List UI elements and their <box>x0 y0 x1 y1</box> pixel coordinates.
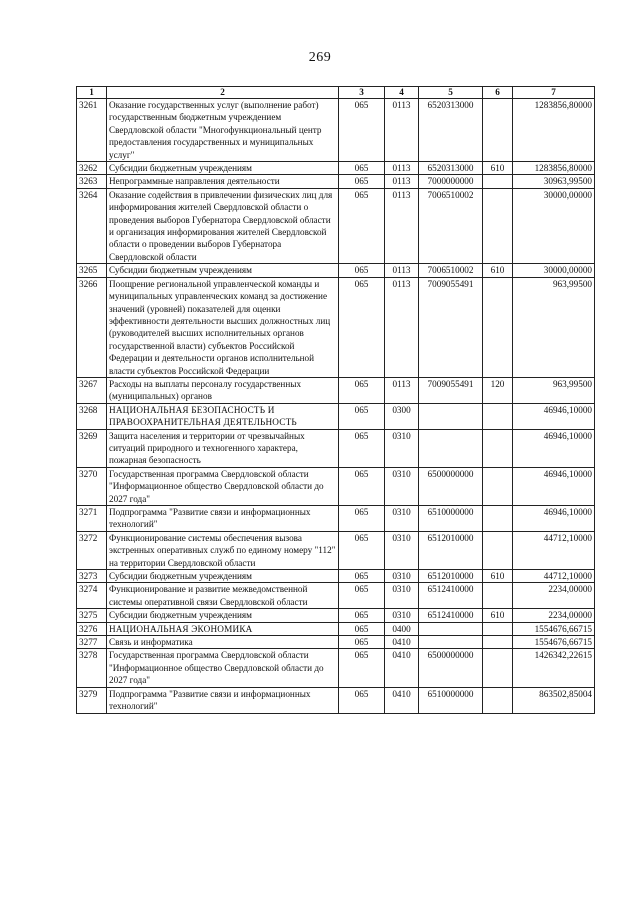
row-name: Государственная программа Свердловской области "Информационное общество Свердловской области до 2027 года" <box>107 649 339 687</box>
row-name: НАЦИОНАЛЬНАЯ ЭКОНОМИКА <box>107 622 339 635</box>
row-number: 3264 <box>77 188 107 263</box>
target-article-code <box>419 636 483 649</box>
row-name: Государственная программа Свердловской области "Информационное общество Свердловской области до 2027 года" <box>107 467 339 505</box>
expense-type-code <box>483 188 513 263</box>
ministry-code: 065 <box>339 506 385 532</box>
ministry-code: 065 <box>339 377 385 403</box>
expense-type-code <box>483 583 513 609</box>
row-name: Функционирование и развитие межведомственной системы оперативной связи Свердловской области <box>107 583 339 609</box>
column-header-2: 2 <box>107 87 339 99</box>
target-article-code: 6512010000 <box>419 570 483 583</box>
section-code: 0310 <box>385 429 419 467</box>
section-code: 0113 <box>385 99 419 162</box>
ministry-code: 065 <box>339 188 385 263</box>
expense-type-code <box>483 403 513 429</box>
expense-type-code <box>483 687 513 713</box>
page-number: 269 <box>308 50 332 65</box>
row-number: 3263 <box>77 175 107 188</box>
section-code: 0310 <box>385 570 419 583</box>
section-code: 0410 <box>385 636 419 649</box>
section-code: 0310 <box>385 467 419 505</box>
column-header-5: 5 <box>419 87 483 99</box>
table-row <box>77 264 595 277</box>
column-header-7: 7 <box>513 87 595 99</box>
table-row <box>77 609 595 622</box>
ministry-code: 065 <box>339 175 385 188</box>
ministry-code: 065 <box>339 687 385 713</box>
table-row <box>77 636 595 649</box>
expense-type-code <box>483 99 513 162</box>
row-number: 3271 <box>77 506 107 532</box>
row-name: Субсидии бюджетным учреждениям <box>107 609 339 622</box>
target-article-code: 6500000000 <box>419 649 483 687</box>
target-article-code: 6520313000 <box>419 162 483 175</box>
ministry-code: 065 <box>339 531 385 569</box>
row-number: 3266 <box>77 277 107 377</box>
row-name: НАЦИОНАЛЬНАЯ БЕЗОПАСНОСТЬ И ПРАВООХРАНИТЕЛЬНАЯ ДЕЯТЕЛЬНОСТЬ <box>107 403 339 429</box>
table-row <box>77 687 595 713</box>
target-article-code: 6510000000 <box>419 687 483 713</box>
expense-type-code <box>483 175 513 188</box>
row-amount: 1283856,80000 <box>513 99 595 162</box>
target-article-code: 6520313000 <box>419 99 483 162</box>
row-amount: 2234,00000 <box>513 583 595 609</box>
row-amount: 46946,10000 <box>513 467 595 505</box>
row-amount: 44712,10000 <box>513 531 595 569</box>
row-name: Функционирование системы обеспечения вызова экстренных оперативных служб по единому номеру "112" на территории Свердловской области <box>107 531 339 569</box>
expense-type-code <box>483 506 513 532</box>
ministry-code: 065 <box>339 570 385 583</box>
section-code: 0400 <box>385 622 419 635</box>
table-row <box>77 467 595 505</box>
section-code: 0113 <box>385 377 419 403</box>
row-name: Подпрограмма "Развитие связи и информационных технологий" <box>107 687 339 713</box>
expense-type-code: 610 <box>483 609 513 622</box>
table-row <box>77 277 595 377</box>
row-name: Подпрограмма "Развитие связи и информационных технологий" <box>107 506 339 532</box>
row-amount: 1554676,66715 <box>513 636 595 649</box>
row-amount: 1426342,22615 <box>513 649 595 687</box>
expense-type-code <box>483 467 513 505</box>
row-name: Поощрение региональной управленческой команды и муниципальных управленческих команд за достижение значений (уровней) показателей для оценки эффективности деятельности высших должностных лиц (руководителей высших исполнительных органов государственной власти) субъектов Российской Федерации и деятельности органов исполнительной власти субъектов Российской Федерации <box>107 277 339 377</box>
target-article-code: 7006510002 <box>419 188 483 263</box>
section-code: 0113 <box>385 175 419 188</box>
ministry-code: 065 <box>339 162 385 175</box>
row-number: 3279 <box>77 687 107 713</box>
row-name: Оказание содействия в привлечении физических лиц для информирования жителей Свердловской области о проведения выборов Губернатора Свердловской области и организация информирования жителей Свердловской области о проведении выборов Губернатора Свердловской области <box>107 188 339 263</box>
row-name: Субсидии бюджетным учреждениям <box>107 570 339 583</box>
table-row <box>77 622 595 635</box>
target-article-code <box>419 403 483 429</box>
row-amount: 46946,10000 <box>513 429 595 467</box>
table-row <box>77 583 595 609</box>
table-row <box>77 403 595 429</box>
header-row <box>77 87 595 99</box>
row-amount: 1554676,66715 <box>513 622 595 635</box>
row-number: 3267 <box>77 377 107 403</box>
section-code: 0310 <box>385 531 419 569</box>
expense-type-code <box>483 277 513 377</box>
row-amount: 963,99500 <box>513 377 595 403</box>
target-article-code <box>419 429 483 467</box>
section-code: 0113 <box>385 162 419 175</box>
ministry-code: 065 <box>339 99 385 162</box>
ministry-code: 065 <box>339 636 385 649</box>
target-article-code: 7000000000 <box>419 175 483 188</box>
table-row <box>77 99 595 162</box>
row-number: 3274 <box>77 583 107 609</box>
ministry-code: 065 <box>339 622 385 635</box>
expense-type-code <box>483 649 513 687</box>
row-amount: 963,99500 <box>513 277 595 377</box>
row-name: Связь и информатика <box>107 636 339 649</box>
row-name: Расходы на выплаты персоналу государственных (муниципальных) органов <box>107 377 339 403</box>
row-number: 3265 <box>77 264 107 277</box>
target-article-code <box>419 622 483 635</box>
row-name: Субсидии бюджетным учреждениям <box>107 264 339 277</box>
row-amount: 46946,10000 <box>513 403 595 429</box>
row-amount: 30000,00000 <box>513 188 595 263</box>
row-number: 3276 <box>77 622 107 635</box>
table-row <box>77 506 595 532</box>
target-article-code: 6512410000 <box>419 583 483 609</box>
row-number: 3261 <box>77 99 107 162</box>
expense-type-code <box>483 429 513 467</box>
ministry-code: 065 <box>339 467 385 505</box>
column-header-6: 6 <box>483 87 513 99</box>
target-article-code: 7006510002 <box>419 264 483 277</box>
column-header-4: 4 <box>385 87 419 99</box>
ministry-code: 065 <box>339 277 385 377</box>
row-amount: 46946,10000 <box>513 506 595 532</box>
table-row <box>77 429 595 467</box>
expense-type-code <box>483 531 513 569</box>
section-code: 0410 <box>385 649 419 687</box>
target-article-code: 6512010000 <box>419 531 483 569</box>
row-number: 3262 <box>77 162 107 175</box>
ministry-code: 065 <box>339 583 385 609</box>
row-amount: 30963,99500 <box>513 175 595 188</box>
expense-type-code: 610 <box>483 162 513 175</box>
column-header-3: 3 <box>339 87 385 99</box>
table-row <box>77 531 595 569</box>
ministry-code: 065 <box>339 403 385 429</box>
column-header-1: 1 <box>77 87 107 99</box>
row-number: 3278 <box>77 649 107 687</box>
row-number: 3273 <box>77 570 107 583</box>
table-row <box>77 175 595 188</box>
table-row <box>77 162 595 175</box>
row-amount: 30000,00000 <box>513 264 595 277</box>
ministry-code: 065 <box>339 264 385 277</box>
section-code: 0410 <box>385 687 419 713</box>
row-name: Непрограммные направления деятельности <box>107 175 339 188</box>
row-amount: 863502,85004 <box>513 687 595 713</box>
expense-type-code: 120 <box>483 377 513 403</box>
row-number: 3268 <box>77 403 107 429</box>
target-article-code: 6512410000 <box>419 609 483 622</box>
section-code: 0310 <box>385 506 419 532</box>
table-row <box>77 649 595 687</box>
row-amount: 44712,10000 <box>513 570 595 583</box>
expense-type-code: 610 <box>483 264 513 277</box>
section-code: 0300 <box>385 403 419 429</box>
ministry-code: 065 <box>339 609 385 622</box>
row-number: 3272 <box>77 531 107 569</box>
row-amount: 1283856,80000 <box>513 162 595 175</box>
expense-type-code <box>483 636 513 649</box>
table-header <box>77 87 595 99</box>
table-row <box>77 188 595 263</box>
target-article-code: 7009055491 <box>419 377 483 403</box>
target-article-code: 6510000000 <box>419 506 483 532</box>
expense-type-code <box>483 622 513 635</box>
row-name: Оказание государственных услуг (выполнение работ) государственным бюджетным учреждением Свердловской области "Многофункциональный центр предоставления государственных и муниципальных услуг" <box>107 99 339 162</box>
budget-table <box>76 86 595 714</box>
table-body <box>77 99 595 714</box>
ministry-code: 065 <box>339 649 385 687</box>
section-code: 0113 <box>385 264 419 277</box>
row-name: Защита населения и территории от чрезвычайных ситуаций природного и техногенного характера, пожарная безопасность <box>107 429 339 467</box>
section-code: 0113 <box>385 277 419 377</box>
row-name: Субсидии бюджетным учреждениям <box>107 162 339 175</box>
row-amount: 2234,00000 <box>513 609 595 622</box>
section-code: 0310 <box>385 583 419 609</box>
target-article-code: 7009055491 <box>419 277 483 377</box>
table-row <box>77 570 595 583</box>
section-code: 0113 <box>385 188 419 263</box>
row-number: 3277 <box>77 636 107 649</box>
table-row <box>77 377 595 403</box>
section-code: 0310 <box>385 609 419 622</box>
expense-type-code: 610 <box>483 570 513 583</box>
row-number: 3269 <box>77 429 107 467</box>
row-number: 3275 <box>77 609 107 622</box>
target-article-code: 6500000000 <box>419 467 483 505</box>
ministry-code: 065 <box>339 429 385 467</box>
row-number: 3270 <box>77 467 107 505</box>
